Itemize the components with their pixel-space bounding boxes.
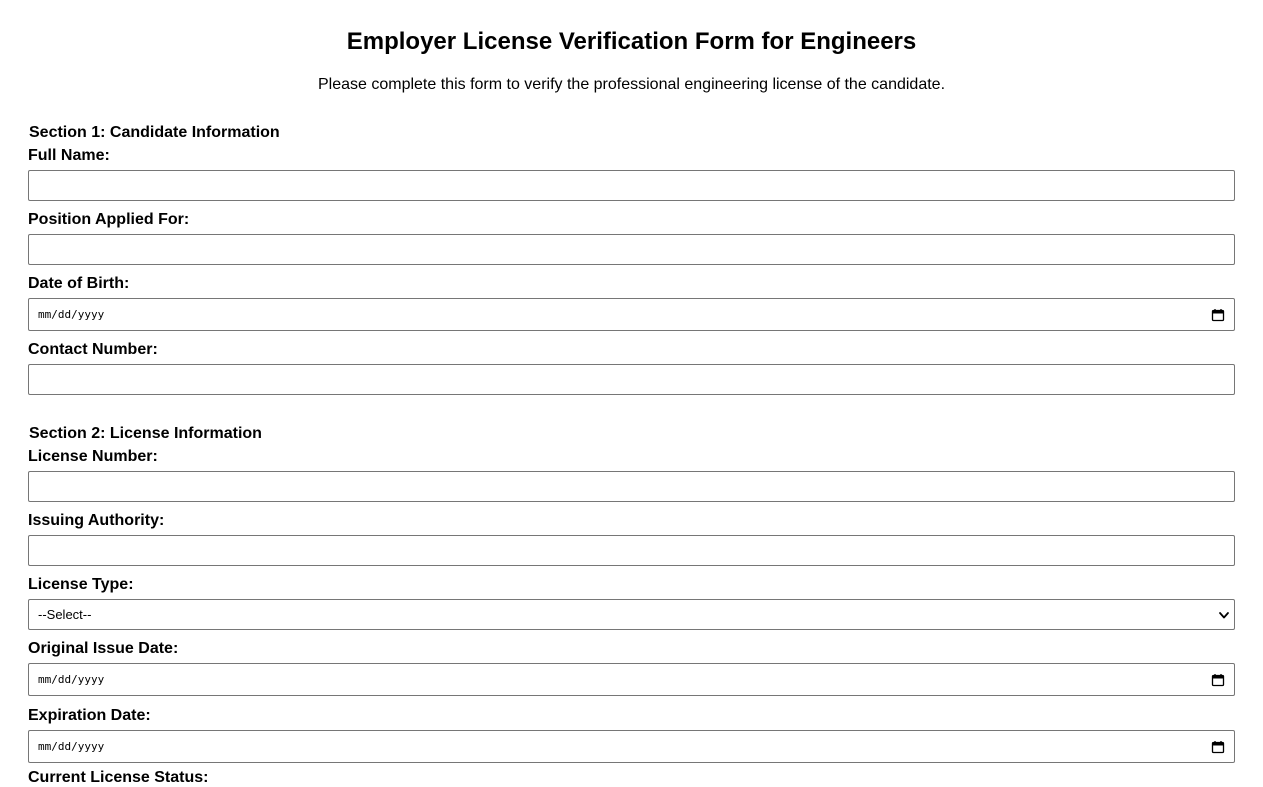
license-type-label: License Type: xyxy=(28,576,134,593)
issuing-authority-label: Issuing Authority: xyxy=(28,512,165,529)
calendar-icon[interactable] xyxy=(1211,740,1225,754)
chevron-down-icon[interactable] xyxy=(1218,609,1230,621)
page-subtitle: Please complete this form to verify the professional engineering license of the candidate. xyxy=(317,76,946,93)
issuing-authority-input[interactable] xyxy=(28,535,1235,566)
page-title: Employer License Verification Form for Engineers xyxy=(346,28,917,55)
license-number-input[interactable] xyxy=(28,471,1235,502)
section1-legend: Section 1: Candidate Information xyxy=(29,124,280,141)
full-name-input[interactable] xyxy=(28,170,1235,201)
issue-date-input[interactable] xyxy=(28,663,1235,696)
license-type-selected: --Select-- xyxy=(38,607,92,622)
issue-date-value: mm/dd/yyyy xyxy=(38,673,105,686)
position-input[interactable] xyxy=(28,234,1235,265)
calendar-icon[interactable] xyxy=(1211,673,1225,687)
expiration-date-label: Expiration Date: xyxy=(28,707,151,724)
license-type-select[interactable] xyxy=(28,599,1235,630)
contact-number-input[interactable] xyxy=(28,364,1235,395)
issue-date-label: Original Issue Date: xyxy=(28,640,179,657)
contact-label: Contact Number: xyxy=(28,341,158,358)
full-name-label: Full Name: xyxy=(28,147,110,164)
position-label: Position Applied For: xyxy=(28,211,190,228)
dob-date-input[interactable] xyxy=(28,298,1235,331)
license-number-label: License Number: xyxy=(28,448,158,465)
dob-date-value: mm/dd/yyyy xyxy=(38,308,105,321)
license-status-label: Current License Status: xyxy=(28,769,209,786)
dob-label: Date of Birth: xyxy=(28,275,130,292)
expiration-date-value: mm/dd/yyyy xyxy=(38,740,105,753)
calendar-icon[interactable] xyxy=(1211,308,1225,322)
expiration-date-input[interactable] xyxy=(28,730,1235,763)
section2-legend: Section 2: License Information xyxy=(29,425,262,442)
